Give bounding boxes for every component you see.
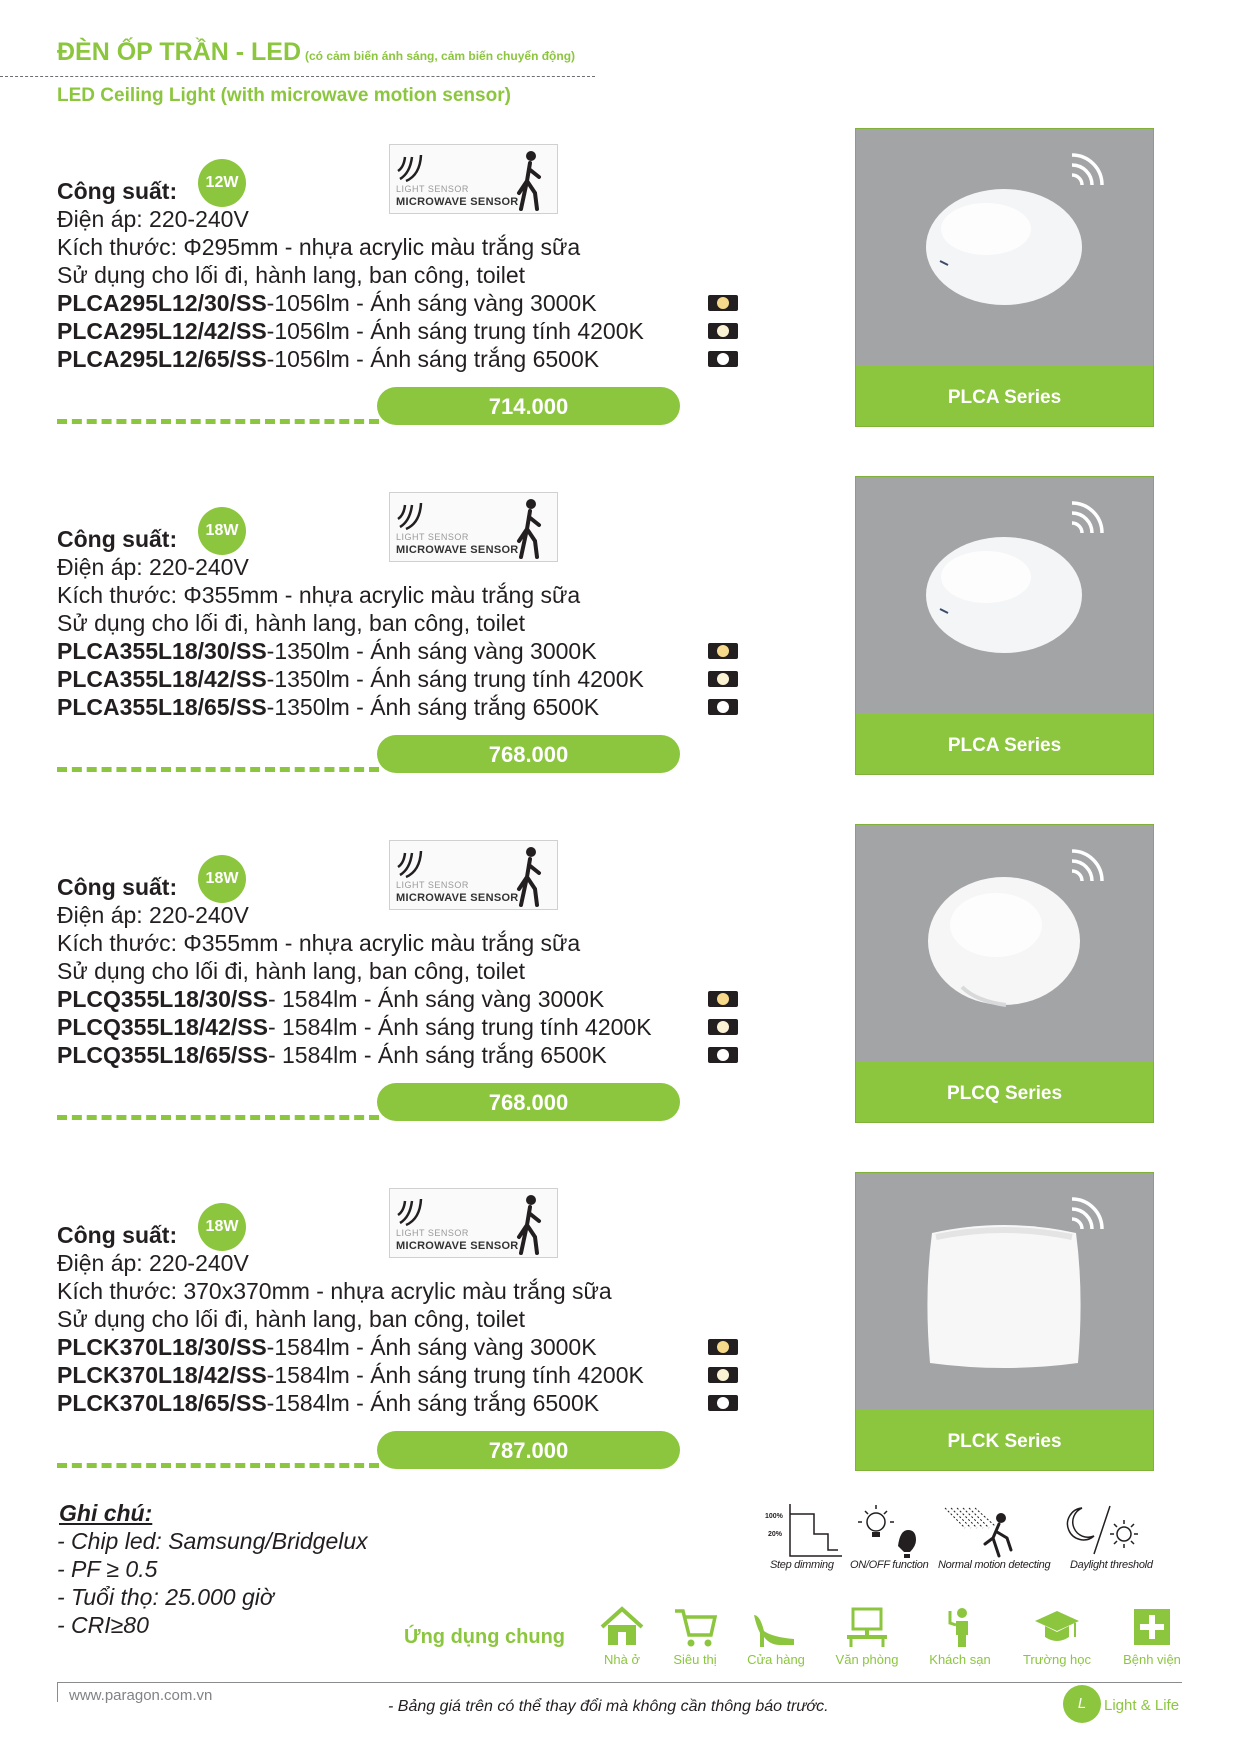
usage-text: Sử dụng cho lối đi, hành lang, ban công, toilet	[57, 262, 526, 288]
variant-code: PLCA295L12/30/SS	[57, 290, 267, 316]
light-color-dot	[717, 325, 729, 337]
light-color-dot	[717, 1021, 729, 1033]
variant-desc: - 1584lm - Ánh sáng trung tính 4200K	[267, 1014, 652, 1040]
price-pill: 714.000	[377, 387, 680, 425]
step-dimming-icon	[762, 1500, 858, 1566]
variant-desc: -1350lm - Ánh sáng trắng 6500K	[266, 694, 600, 720]
variant-code: PLCQ355L18/65/SS	[57, 1042, 268, 1068]
light-color-chip	[708, 699, 738, 715]
series-label: PLCK Series	[856, 1409, 1153, 1470]
light-color-chip	[708, 323, 738, 339]
page-title-note: (có cảm biến ánh sáng, cảm biến chuyển động)	[305, 49, 576, 63]
light-color-chip	[708, 1367, 738, 1383]
variant-code: PLCQ355L18/42/SS	[57, 1014, 268, 1040]
variant-desc: -1056lm - Ánh sáng vàng 3000K	[266, 290, 597, 316]
light-color-dot	[717, 1049, 729, 1061]
variant-desc: -1584lm - Ánh sáng trắng 6500K	[266, 1390, 600, 1416]
variant-line	[57, 1362, 644, 1389]
light-color-dot	[717, 1369, 729, 1381]
usage-text: Sử dụng cho lối đi, hành lang, ban công, toilet	[57, 958, 526, 984]
microwave-sensor-text: MICROWAVE SENSOR	[396, 892, 519, 904]
sensor-badge	[389, 1188, 558, 1258]
footer-tick	[57, 1682, 58, 1702]
product-photo	[855, 1172, 1154, 1471]
ceiling-light-image	[856, 825, 1153, 1061]
price-disclaimer: - Bảng giá trên có thể thay đổi mà không cần thông báo trước.	[388, 1698, 829, 1715]
usage-text: Sử dụng cho lối đi, hành lang, ban công, toilet	[57, 1306, 526, 1332]
application-label-office: Văn phòng	[835, 1652, 899, 1667]
variant-code: PLCA295L12/65/SS	[57, 346, 267, 372]
size-text: Kích thước: Φ295mm - nhựa acrylic màu trắng sữa	[57, 234, 581, 260]
light-color-chip	[708, 991, 738, 1007]
feature-label-on-off: ON/OFF function	[850, 1559, 929, 1571]
light-color-dot	[717, 1397, 729, 1409]
sensor-badge	[389, 144, 558, 214]
watt-badge: 18W	[198, 855, 246, 903]
sensor-badge	[389, 840, 558, 910]
feature-label-step-dimming: Step dimming	[770, 1559, 834, 1571]
light-color-dot	[717, 297, 729, 309]
watt-badge: 18W	[198, 507, 246, 555]
light-sensor-text: LIGHT SENSOR	[396, 1228, 469, 1238]
light-sensor-text: LIGHT SENSOR	[396, 184, 469, 194]
light-color-dot	[717, 673, 729, 685]
sensor-waves-icon	[394, 497, 434, 531]
variant-desc: - 1584lm - Ánh sáng vàng 3000K	[267, 986, 605, 1012]
step-dimming-low: 20%	[768, 1531, 783, 1538]
series-label: PLCA Series	[856, 365, 1153, 426]
applications-title: Ứng dụng chung	[404, 1626, 565, 1648]
sensor-badge	[389, 492, 558, 562]
variant-desc: -1584lm - Ánh sáng trung tính 4200K	[266, 1362, 644, 1388]
motion-detect-icon	[935, 1500, 1031, 1566]
light-color-chip	[708, 671, 738, 687]
light-color-dot	[717, 1341, 729, 1353]
brand-name: Light & Life	[1104, 1697, 1180, 1714]
price-pill: 787.000	[377, 1431, 680, 1469]
variant-code: PLCK370L18/65/SS	[57, 1390, 267, 1416]
daylight-threshold-icon	[1060, 1500, 1156, 1566]
ceiling-light-image	[856, 129, 1153, 365]
microwave-sensor-text: MICROWAVE SENSOR	[396, 1240, 519, 1252]
variant-desc: -1056lm - Ánh sáng trắng 6500K	[266, 346, 600, 372]
application-label-school: Trường học	[1022, 1652, 1092, 1667]
note-lifetime: - Tuổi thọ: 25.000 giờ	[57, 1584, 274, 1610]
light-color-dot	[717, 701, 729, 713]
light-color-chip	[708, 1339, 738, 1355]
hospital-cross-icon	[1128, 1605, 1176, 1649]
product-card	[0, 476, 1240, 796]
power-label: Công suất:	[57, 874, 178, 900]
dashed-divider	[57, 419, 379, 424]
application-label-hotel: Khách sạn	[929, 1652, 991, 1667]
watt-badge: 12W	[198, 159, 246, 207]
light-color-dot	[717, 993, 729, 1005]
voltage-text: Điện áp: 220-240V	[57, 206, 249, 232]
footer-divider	[57, 1682, 1182, 1683]
variant-line	[57, 986, 604, 1013]
dashed-divider	[57, 767, 379, 772]
variant-line	[57, 1334, 597, 1361]
variant-desc: - 1584lm - Ánh sáng trắng 6500K	[267, 1042, 607, 1068]
light-color-chip	[708, 295, 738, 311]
size-text: Kích thước: 370x370mm - nhựa acrylic màu trắng sữa	[57, 1278, 612, 1304]
light-color-chip	[708, 351, 738, 367]
microwave-sensor-text: MICROWAVE SENSOR	[396, 196, 519, 208]
watt-badge: 18W	[198, 1203, 246, 1251]
variant-line	[57, 318, 644, 345]
website-link[interactable]: www.paragon.com.vn	[69, 1687, 213, 1704]
variant-desc: -1350lm - Ánh sáng vàng 3000K	[266, 638, 597, 664]
note-cri: - CRI≥80	[57, 1612, 149, 1638]
on-off-bulb-icon	[846, 1500, 942, 1566]
variant-line	[57, 1014, 652, 1041]
voltage-text: Điện áp: 220-240V	[57, 554, 249, 580]
dashed-divider	[57, 1115, 379, 1120]
variant-desc: -1056lm - Ánh sáng trung tính 4200K	[266, 318, 644, 344]
hotel-bellboy-icon	[936, 1605, 984, 1649]
variant-line	[57, 638, 597, 665]
power-label: Công suất:	[57, 526, 178, 552]
light-color-chip	[708, 1047, 738, 1063]
variant-line	[57, 666, 644, 693]
variant-code: PLCA355L18/65/SS	[57, 694, 267, 720]
variant-desc: -1350lm - Ánh sáng trung tính 4200K	[266, 666, 644, 692]
variant-line	[57, 1390, 599, 1417]
size-text: Kích thước: Φ355mm - nhựa acrylic màu trắng sữa	[57, 582, 581, 608]
notes-title: Ghi chú:	[59, 1500, 153, 1526]
variant-line	[57, 1042, 607, 1069]
step-dimming-high: 100%	[765, 1513, 783, 1520]
brand-logo: L	[1063, 1685, 1101, 1723]
size-text: Kích thước: Φ355mm - nhựa acrylic màu trắng sữa	[57, 930, 581, 956]
shopping-cart-icon	[671, 1605, 719, 1649]
variant-code: PLCQ355L18/30/SS	[57, 986, 268, 1012]
series-label: PLCQ Series	[856, 1061, 1153, 1122]
light-color-chip	[708, 1395, 738, 1411]
variant-code: PLCA295L12/42/SS	[57, 318, 267, 344]
product-photo	[855, 476, 1154, 775]
product-card	[0, 1172, 1240, 1492]
sensor-waves-icon	[394, 1193, 434, 1227]
price-pill: 768.000	[377, 735, 680, 773]
office-desk-icon	[843, 1605, 891, 1649]
usage-text: Sử dụng cho lối đi, hành lang, ban công, toilet	[57, 610, 526, 636]
graduation-cap-icon	[1033, 1605, 1081, 1649]
variant-line	[57, 290, 597, 317]
ceiling-light-image	[856, 1173, 1153, 1409]
page-title: ĐÈN ỐP TRẦN - LED (có cảm biến ánh sáng, cảm biến chuyển động)	[57, 38, 576, 66]
voltage-text: Điện áp: 220-240V	[57, 902, 249, 928]
variant-code: PLCA355L18/42/SS	[57, 666, 267, 692]
high-heel-icon	[750, 1605, 798, 1649]
product-card	[0, 128, 1240, 448]
product-photo	[855, 824, 1154, 1123]
page-subtitle: LED Ceiling Light (with microwave motion sensor)	[57, 85, 511, 106]
light-color-chip	[708, 1019, 738, 1035]
note-chip: - Chip led: Samsung/Bridgelux	[57, 1528, 368, 1554]
variant-code: PLCK370L18/42/SS	[57, 1362, 267, 1388]
application-label-supermarket: Siêu thị	[673, 1652, 717, 1667]
feature-label-daylight: Daylight threshold	[1070, 1559, 1153, 1571]
variant-line	[57, 346, 599, 373]
application-label-store: Cửa hàng	[747, 1652, 805, 1667]
product-photo	[855, 128, 1154, 427]
power-label: Công suất:	[57, 178, 178, 204]
sensor-waves-icon	[394, 845, 434, 879]
variant-code: PLCK370L18/30/SS	[57, 1334, 267, 1360]
microwave-sensor-text: MICROWAVE SENSOR	[396, 544, 519, 556]
ceiling-light-image	[856, 477, 1153, 713]
variant-line	[57, 694, 599, 721]
light-sensor-text: LIGHT SENSOR	[396, 532, 469, 542]
application-label-home: Nhà ở	[604, 1652, 640, 1667]
series-label: PLCA Series	[856, 713, 1153, 774]
power-label: Công suất:	[57, 1222, 178, 1248]
product-card	[0, 824, 1240, 1144]
light-color-dot	[717, 645, 729, 657]
variant-desc: -1584lm - Ánh sáng vàng 3000K	[266, 1334, 597, 1360]
feature-label-motion: Normal motion detecting	[938, 1559, 1051, 1571]
sensor-waves-icon	[394, 149, 434, 183]
house-icon	[598, 1605, 646, 1649]
variant-code: PLCA355L18/30/SS	[57, 638, 267, 664]
dashed-divider	[57, 1463, 379, 1468]
note-pf: - PF ≥ 0.5	[57, 1556, 158, 1582]
light-color-chip	[708, 643, 738, 659]
voltage-text: Điện áp: 220-240V	[57, 1250, 249, 1276]
light-color-dot	[717, 353, 729, 365]
application-label-hospital: Bệnh viện	[1123, 1652, 1181, 1667]
light-sensor-text: LIGHT SENSOR	[396, 880, 469, 890]
price-pill: 768.000	[377, 1083, 680, 1121]
title-divider	[0, 76, 595, 77]
